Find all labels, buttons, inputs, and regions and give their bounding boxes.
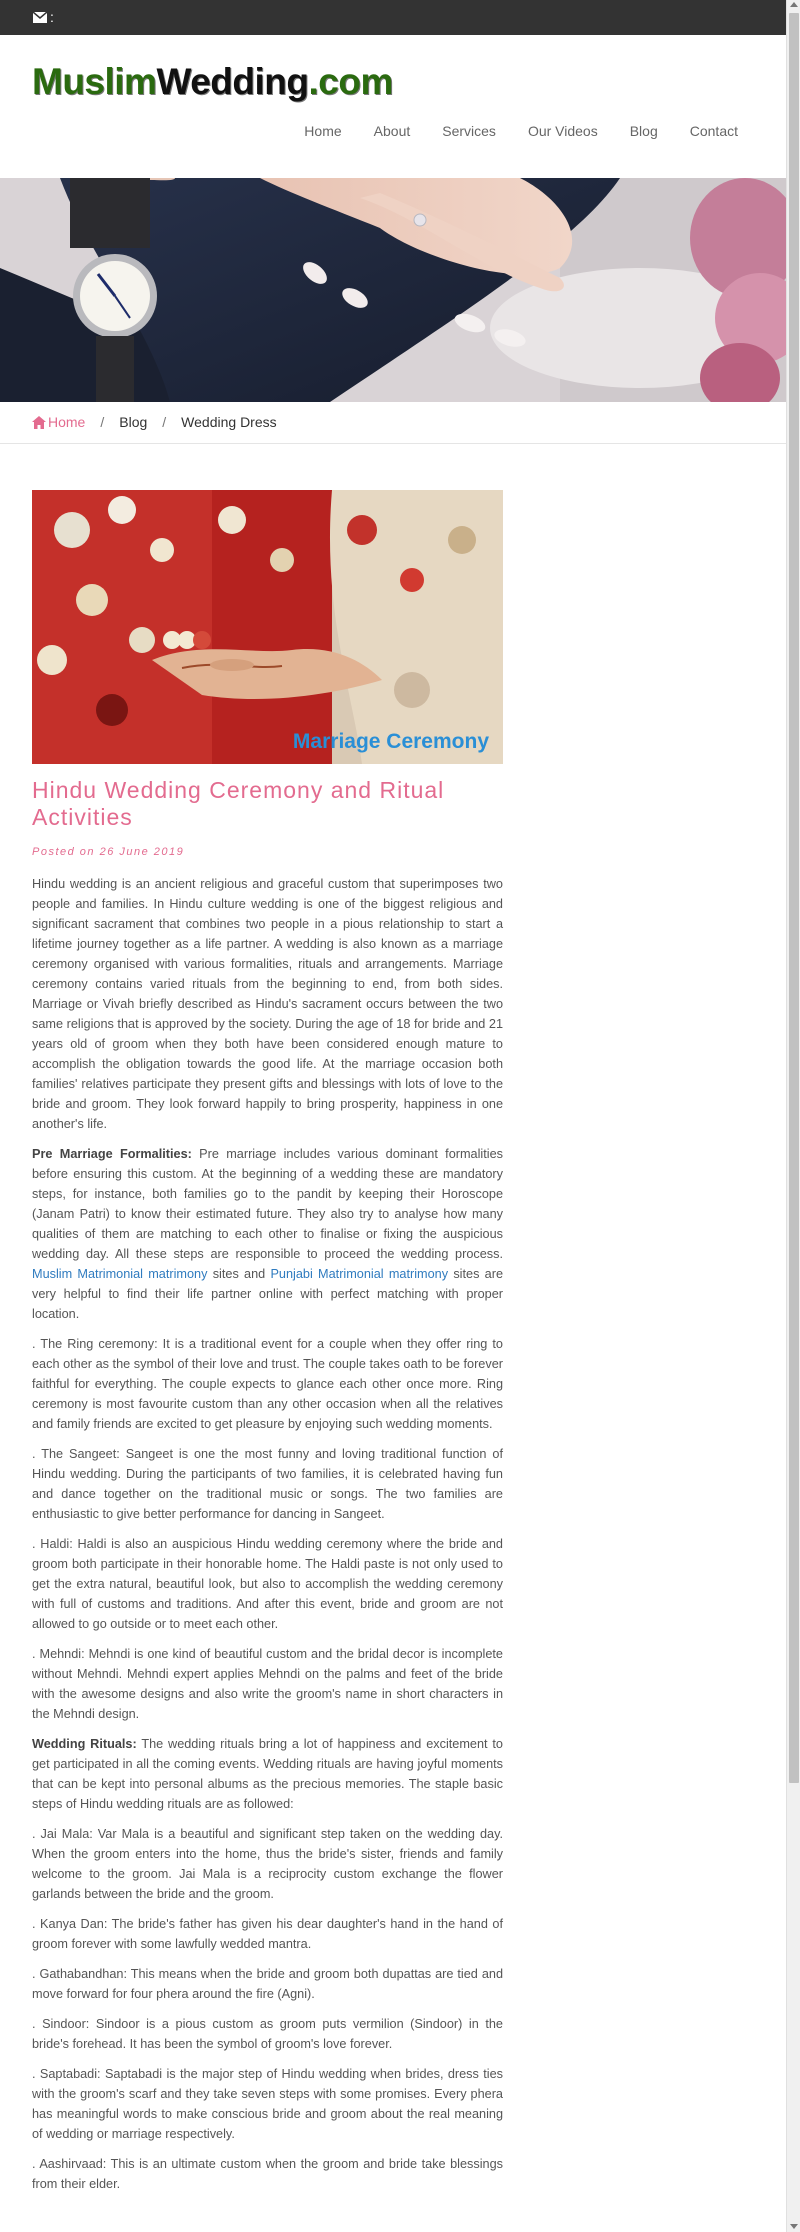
home-icon — [32, 416, 46, 429]
breadcrumb-separator: / — [162, 414, 167, 430]
breadcrumb-home-label: Home — [48, 414, 86, 430]
nav-services[interactable]: Services — [442, 123, 496, 139]
post-paragraph — [32, 1144, 503, 1324]
post-paragraph: . Haldi: Haldi is also an auspicious Hindu wedding ceremony where the bride and groom both participate in their honorable home. The Haldi paste is not only used to get the extra natural, beautiful look, but also to accomplish the wedding ceremony with full of customs and traditions. And after this event, bride and groom are not allowed to go outside or to meet each other. — [32, 1537, 503, 1631]
email-label: : — [50, 9, 54, 25]
logo-part-wedding: Wedding — [156, 61, 309, 102]
paragraph-text: sites are very helpful to find their life partner online with perfect matching with proper location. — [32, 1267, 503, 1321]
paragraph-text: The wedding rituals bring a lot of happiness and excitement to get participated in all the coming events. Wedding rituals are having joyful moments that can be kept into personal albums as the precious memories. The staple basic steps of Hindu wedding rituals are as followed: — [32, 1737, 503, 1811]
post-featured-image — [32, 490, 503, 764]
nav-contact[interactable]: Contact — [689, 123, 738, 139]
breadcrumb-separator: / — [100, 414, 105, 430]
post-body — [32, 874, 503, 2204]
post-paragraph: . The Sangeet: Sangeet is one the most funny and loving traditional function of Hindu wedding. During the participants of two families, it is celebrated having fun and dance together on the traditional music or songs. The two families are enthusiastic to give better performance for dancing in Sangeet. — [32, 1447, 503, 1521]
post-title: Hindu Wedding Ceremony and Ritual Activities — [32, 777, 445, 830]
email-contact[interactable] — [33, 9, 54, 25]
top-bar — [0, 0, 786, 35]
logo-part-muslim: Muslim — [32, 61, 157, 102]
breadcrumb-home[interactable] — [32, 414, 85, 430]
post-paragraph: . Saptabadi: Saptabadi is the major step of Hindu wedding when brides, dress ties with the groom's scarf and they take seven steps with some promises. Every phera has meaningful words to make conscious bride and groom about the real meaning of wedding or marriage respectively. — [32, 2067, 503, 2141]
post-paragraph: Hindu wedding is an ancient religious and graceful custom that superimposes two people and families. In Hindu culture wedding is one of the biggest religious and significant sacrament that combines two people in a pious relationship to start a lifetime journey together as a life partner. A wedding is also known as a marriage ceremony organised with various formalities, rituals and arrangements. Marriage ceremony contains varied rituals from the beginning to end, from both sides. Marriage or Vivah briefly described as Hindu's sacrament occurs between the two same religions that is approved by the society. During the age of 18 for bride and 21 years old of groom when they both have been considered enough mature to accomplish the obligation towards the good life. At the marriage occasion both families' relatives participate they present gifts and blessings with lots of love to the bride and groom. They look forward happily to bring prosperity, happiness in one another's life. — [32, 877, 503, 1131]
nav-blog[interactable]: Blog — [629, 123, 658, 139]
wedding-ceremony-illustration — [32, 490, 503, 764]
link-punjabi-matrimonial[interactable]: Punjabi Matrimonial matrimony — [270, 1267, 449, 1281]
hero-illustration — [0, 178, 786, 402]
scrollbar-thumb[interactable] — [789, 13, 799, 1783]
breadcrumb-blog[interactable]: Blog — [119, 414, 148, 430]
featured-image-caption: Marriage Ceremony — [292, 730, 489, 753]
site-logo[interactable] — [32, 63, 393, 100]
post-paragraph — [32, 1734, 503, 1814]
post-paragraph: . Mehndi: Mehndi is one kind of beautiful custom and the bridal decor is incomplete without Mehndi. Mehndi expert applies Mehndi on the palms and feet of the bride with the awesome designs and also write the groom's name in short characters in the Mehndi design. — [32, 1647, 503, 1721]
paragraph-text: Pre marriage includes various dominant formalities before ensuring this custom. At the beginning of a wedding these are mandatory steps, for instance, both families go to the pandit by keeping their Horoscope (Janam Patri) to know their estimated future. They also try to analyse how many qualities of them are matching to each other to finalise or fixing the auspicious wedding day. All these steps are responsible to proceed the wedding process. — [32, 1147, 503, 1261]
post-paragraph: . Gathabandhan: This means when the bride and groom both dupattas are tied and move forward for four phera around the fire (Agni). — [32, 1967, 503, 2001]
link-muslim-matrimonial[interactable]: Muslim Matrimonial matrimony — [32, 1267, 208, 1281]
paragraph-text: sites and — [207, 1267, 271, 1281]
section-label-wedding-rituals: Wedding Rituals: — [32, 1737, 137, 1751]
main-nav — [288, 123, 738, 139]
breadcrumb-current: Wedding Dress — [181, 414, 277, 430]
post-date: Posted on 26 June 2019 — [32, 846, 185, 858]
post-paragraph: . Sindoor: Sindoor is a pious custom as groom puts vermilion (Sindoor) in the bride's forehead. It has been the symbol of groom's love forever. — [32, 2017, 503, 2051]
site-header — [0, 35, 786, 178]
page-scrollbar[interactable] — [786, 0, 800, 2232]
nav-home[interactable]: Home — [304, 123, 342, 139]
post-paragraph: . Jai Mala: Var Mala is a beautiful and significant step taken on the wedding day. When the groom enters into the home, thus the bride's sister, friends and family welcome to the groom. Jai Mala is a reciprocity custom exchange the flower garlands between the bride and the groom. — [32, 1827, 503, 1901]
scroll-up-arrow-icon[interactable] — [790, 2, 798, 7]
hero-banner-image — [0, 178, 786, 402]
post-paragraph: . Kanya Dan: The bride's father has given his dear daughter's hand in the hand of groom forever with some lawfully wedded mantra. — [32, 1917, 503, 1951]
post-paragraph: . The Ring ceremony: It is a traditional event for a couple when they offer ring to each other as the symbol of their love and trust. The couple takes oath to be forever faithful for everything. The couple expects to glance each other once more. Ring ceremony is most favourite custom than any other occasion when all the relatives and family friends are excited to get pleasure by enjoying such wedding moments. — [32, 1337, 503, 1431]
logo-part-com: .com — [308, 61, 393, 102]
breadcrumb — [0, 402, 786, 444]
nav-our-videos[interactable]: Our Videos — [527, 123, 598, 139]
scroll-down-arrow-icon[interactable] — [790, 2224, 798, 2229]
section-label-pre-marriage: Pre Marriage Formalities: — [32, 1147, 192, 1161]
post-paragraph: . Aashirvaad: This is an ultimate custom when the groom and bride take blessings from their elder. — [32, 2157, 503, 2191]
nav-about[interactable]: About — [373, 123, 411, 139]
envelope-icon — [33, 12, 47, 23]
